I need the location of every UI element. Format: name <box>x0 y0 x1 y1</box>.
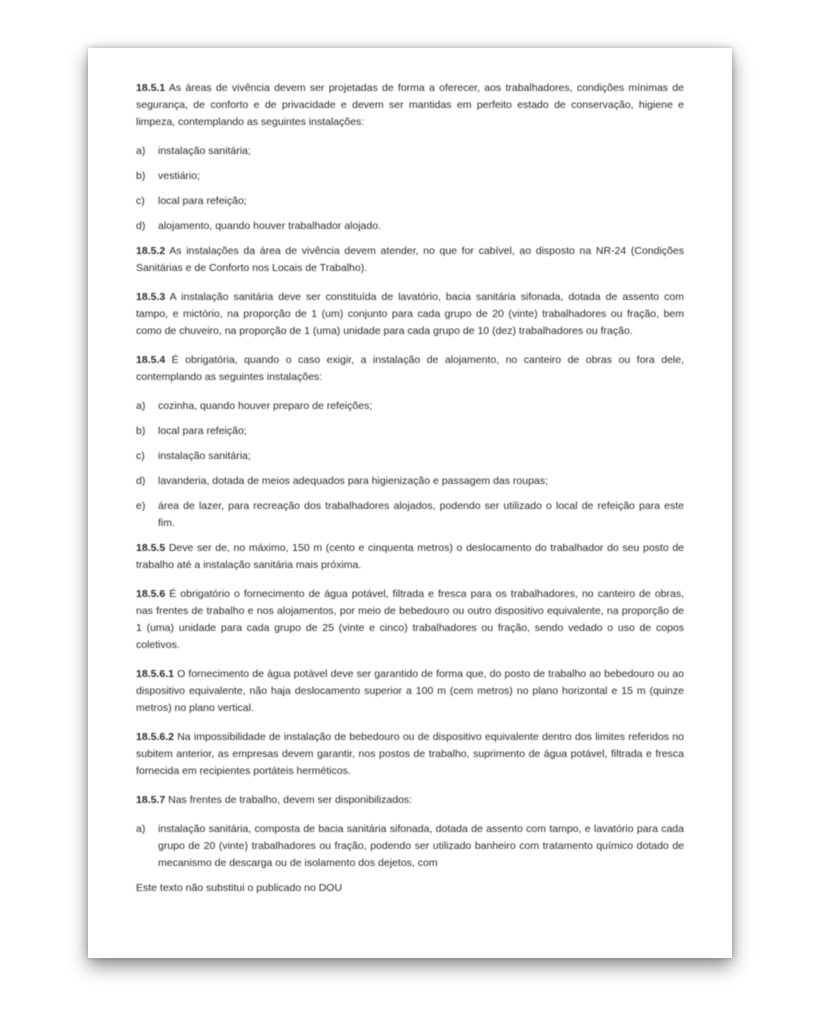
paragraph-18-5-6-2 <box>136 729 684 780</box>
list-item-marker: a) <box>136 823 146 835</box>
list-item-marker: c) <box>136 195 145 207</box>
list-item-marker: b) <box>136 425 146 437</box>
paragraph-text: As áreas de vivência devem ser projetadas de forma a oferecer, aos trabalhadores, condições mínimas de segurança, de conforto e de privacidade e devem ser mantidas em perfeito estado de conservação, higiene e limpeza, contemplando as seguintes instalações: <box>136 82 684 128</box>
paragraph-number: 18.5.4 <box>136 354 166 366</box>
paragraph-text: É obrigatória, quando o caso exigir, a instalação de alojamento, no canteiro de obras ou fora dele, contemplando as seguintes instalações: <box>136 354 684 383</box>
paragraph-number: 18.5.7 <box>136 794 166 806</box>
paragraph-text: A instalação sanitária deve ser constituída de lavatório, bacia sanitária sifonada, dotada de assento com tampo, e mictório, na proporção de 1 (um) conjunto para cada grupo de 20 (vinte) trabalhadores ou fração, bem como de chuveiro, na proporção de 1 (uma) unidade para cada grupo de 10 (dez) trabalhadores ou fração. <box>136 291 684 337</box>
footer-note: Este texto não substitui o publicado no DOU <box>136 882 343 894</box>
paragraph-text: É obrigatório o fornecimento de água potável, filtrada e fresca para os trabalhadores, no canteiro de obras, nas frentes de trabalho e nos alojamentos, por meio de bebedouro ou outro dispositivo equivalente, na proporção de 1 (uma) unidade para cada grupo de 25 (vinte e cinco) trabalhadores ou fração, sendo vedado o uso de copos coletivos. <box>136 588 684 651</box>
list-item-marker: d) <box>136 475 146 487</box>
list-item-text: vestiário; <box>158 170 201 182</box>
paragraph-text: Deve ser de, no máximo, 150 m (cento e cinquenta metros) o deslocamento do trabalhador do seu posto de trabalho até a instalação sanitária mais próxima. <box>136 542 684 571</box>
list-item <box>136 498 684 532</box>
list-item-marker: c) <box>136 450 145 462</box>
paragraph-number: 18.5.6.2 <box>136 731 174 743</box>
list-item <box>136 218 684 235</box>
list-item <box>136 448 684 465</box>
list-item-marker: d) <box>136 220 146 232</box>
paragraph-text: As instalações da área de vivência devem atender, no que for cabível, ao disposto na NR-24 (Condições Sanitárias e de Conforto nos Locais de Trabalho). <box>136 245 684 274</box>
list-item-text: instalação sanitária; <box>158 450 251 462</box>
list-item-text: alojamento, quando houver trabalhador alojado. <box>158 220 381 232</box>
paragraph-18-5-1 <box>136 80 684 131</box>
paragraph-18-5-4 <box>136 352 684 386</box>
list-item <box>136 398 684 415</box>
list-item-text: local para refeição; <box>158 195 247 207</box>
list-item-marker: e) <box>136 500 146 512</box>
list-item <box>136 143 684 160</box>
list-item-text: local para refeição; <box>158 425 247 437</box>
paragraph-number: 18.5.1 <box>136 82 166 94</box>
paragraph-18-5-5 <box>136 540 684 574</box>
paragraph-text: Na impossibilidade de instalação de bebedouro ou de dispositivo equivalente dentro dos limites referidos no subitem anterior, as empresas devem garantir, nos postos de trabalho, suprimento de água potável, filtrada e fresca fornecida em recipientes portáteis herméticos. <box>136 731 684 777</box>
list-item <box>136 821 684 872</box>
paragraph-text: Nas frentes de trabalho, devem ser disponibilizados: <box>165 794 413 806</box>
paragraph-number: 18.5.5 <box>136 542 166 554</box>
list-item-marker: b) <box>136 170 146 182</box>
paragraph-text: O fornecimento de água potável deve ser garantido de forma que, do posto de trabalho ao bebedouro ou ao dispositivo equivalente, não haja deslocamento superior a 100 m (cem metros) no plano horizontal e 15 m (quinze metros) no plano vertical. <box>136 668 684 714</box>
paragraph-18-5-6-1 <box>136 666 684 717</box>
list-item <box>136 423 684 440</box>
document-page <box>88 48 732 958</box>
paragraph-18-5-2 <box>136 243 684 277</box>
list-item-text: lavanderia, dotada de meios adequados para higienização e passagem das roupas; <box>158 475 548 487</box>
list-item <box>136 473 684 490</box>
list-item-marker: a) <box>136 400 146 412</box>
list-item-text: instalação sanitária, composta de bacia sanitária sifonada, dotada de assento com tampo, e lavatório para cada grupo de 20 (vinte) trabalhadores ou fração, podendo ser utilizado banheiro com tratamento químico dotado de mecanismo de descarga ou de isolamento dos dejetos, com <box>158 823 684 869</box>
list-item-marker: a) <box>136 145 146 157</box>
document-body <box>136 80 684 897</box>
list-item <box>136 168 684 185</box>
paragraph-18-5-6 <box>136 586 684 654</box>
paragraph-18-5-3 <box>136 289 684 340</box>
list-item-text: instalação sanitária; <box>158 145 251 157</box>
list-item-text: área de lazer, para recreação dos trabalhadores alojados, podendo ser utilizado o local de refeição para este fim. <box>158 500 684 529</box>
paragraph-18-5-7 <box>136 792 684 809</box>
paragraph-number: 18.5.3 <box>136 291 166 303</box>
list-item <box>136 193 684 210</box>
paragraph-number: 18.5.6 <box>136 588 166 600</box>
list-item-text: cozinha, quando houver preparo de refeições; <box>158 400 373 412</box>
paragraph-number: 18.5.2 <box>136 245 166 257</box>
paragraph-number: 18.5.6.1 <box>136 668 174 680</box>
